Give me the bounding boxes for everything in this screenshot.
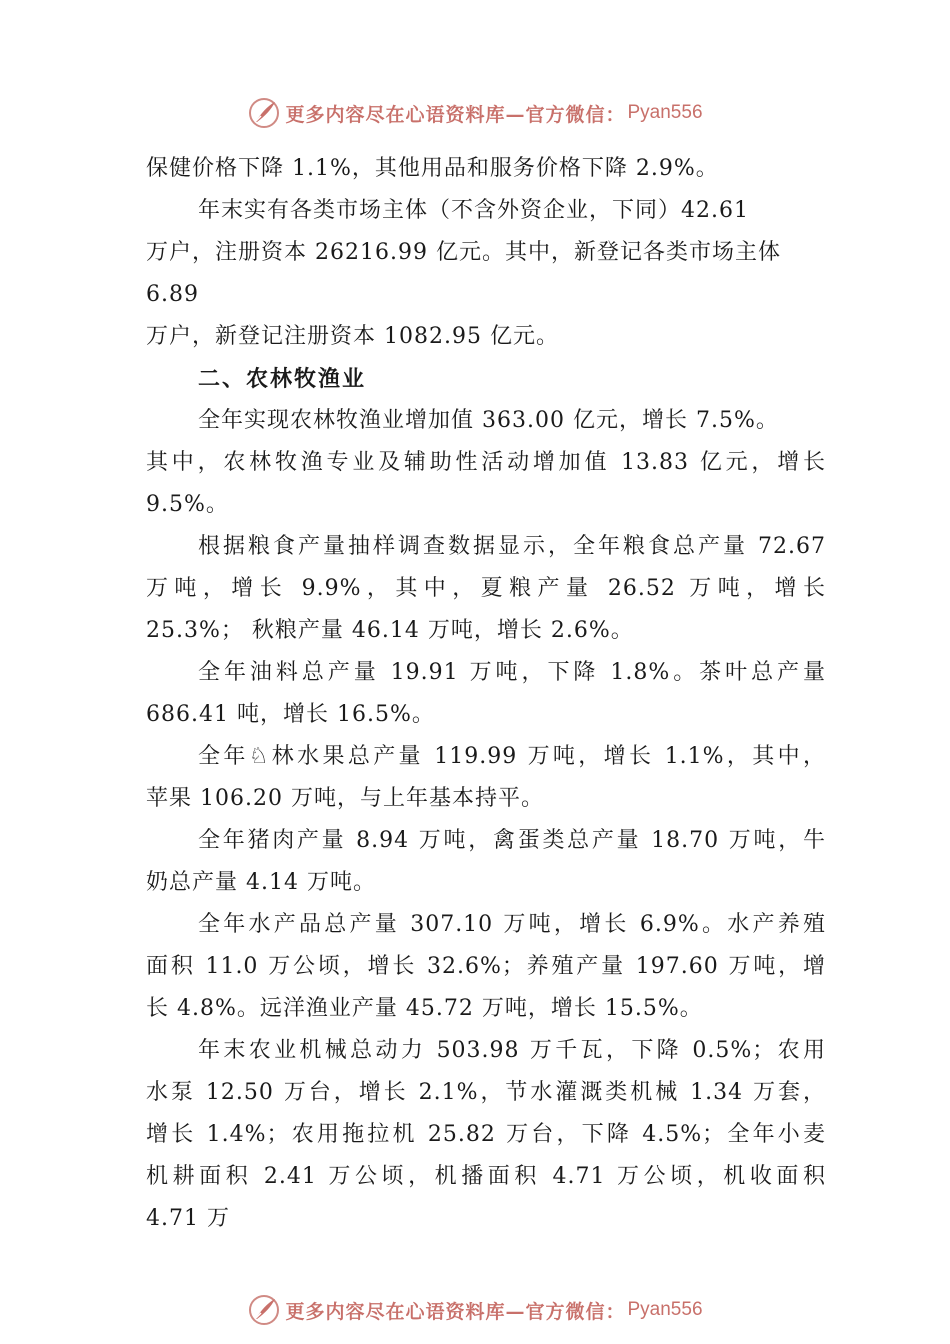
feather-pen-logo-icon [247, 1293, 281, 1327]
text-line: 增长 1.4%；农用拖拉机 25.82 万台，下降 4.5%；全年小麦 [146, 1122, 826, 1147]
footer-banner [0, 1290, 950, 1330]
text-line: 根据粮食产量抽样调查数据显示，全年粮食总产量 72.67 [198, 534, 826, 559]
text-line: 机耕面积 2.41 万公顷，机播面积 4.71 万公顷，机收面积 [146, 1164, 826, 1189]
text-line: 年末农业机械总动力 503.98 万千瓦，下降 0.5%；农用 [198, 1038, 826, 1063]
text-line: 面积 11.0 万公顷，增长 32.6%；养殖产量 197.60 万吨，增 [146, 954, 826, 979]
banner-text: 更多内容尽在心语资料库—官方微信： [285, 103, 626, 126]
text-line: 长 4.8%。远洋渔业产量 45.72 万吨，增长 15.5%。 [146, 996, 703, 1021]
text-line: 万户，新登记注册资本 1082.95 亿元。 [146, 324, 559, 349]
text-line: 686.41 吨，增长 16.5%。 [146, 702, 435, 727]
text-line: 6.89 [146, 282, 199, 307]
text-line: 奶总产量 4.14 万吨。 [146, 870, 376, 895]
text-line: 全年猪肉产量 8.94 万吨，禽蛋类总产量 18.70 万吨，牛 [198, 828, 826, 853]
text-line: 9.5%。 [146, 492, 229, 517]
text-line: 保健价格下降 1.1%，其他用品和服务价格下降 2.9%。 [146, 156, 719, 181]
text-line: 年末实有各类市场主体（不含外资企业，下同）42.61 [198, 198, 749, 223]
text-line: 全年油料总产量 19.91 万吨，下降 1.8%。茶叶总产量 [198, 660, 826, 685]
text-line: 全年实现农林牧渔业增加值 363.00 亿元，增长 7.5%。 [198, 408, 779, 433]
text-line: 25.3%； 秋粮产量 46.14 万吨，增长 2.6%。 [146, 618, 634, 643]
banner-text: 更多内容尽在心语资料库—官方微信： [285, 1300, 626, 1323]
text-line: 其中，农林牧渔专业及辅助性活动增加值 13.83 亿元，增长 [146, 450, 826, 475]
header-banner [0, 93, 950, 133]
text-line: 苹果 106.20 万吨，与上年基本持平。 [146, 786, 544, 811]
text-line: 万吨，增长 9.9%，其中，夏粮产量 26.52 万吨，增长 [146, 576, 826, 601]
text-line: 4.71 万 [146, 1206, 230, 1231]
banner-wechat-id: Pyan556 [627, 1299, 703, 1320]
text-line: 全年水产品总产量 307.10 万吨，增长 6.9%。水产养殖 [198, 912, 826, 937]
text-line: 全年♘林水果总产量 119.99 万吨，增长 1.1%，其中， [198, 744, 826, 769]
text-line: 万户，注册资本 26216.99 亿元。其中，新登记各类市场主体 [146, 240, 781, 265]
text-line: 水泵 12.50 万台，增长 2.1%，节水灌溉类机械 1.34 万套， [146, 1080, 826, 1105]
banner-wechat-id: Pyan556 [627, 102, 703, 123]
document-body [146, 148, 826, 1240]
feather-pen-logo-icon [247, 96, 281, 130]
section-heading: 二、农林牧渔业 [198, 366, 367, 392]
